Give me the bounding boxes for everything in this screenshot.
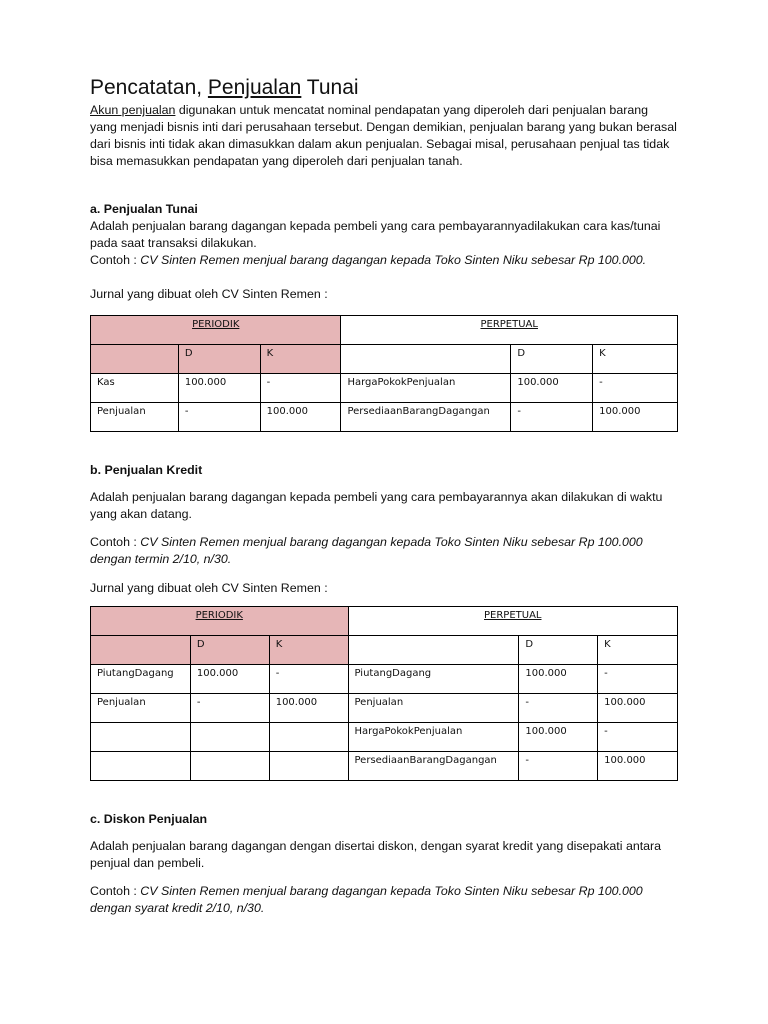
example-text: CV Sinten Remen menjual barang dagangan kepada Toko Sinten Niku sebesar Rp 100.000 dengan syarat kredit 2/10, n/30. (90, 884, 643, 915)
table-cell: 100.000 (269, 694, 348, 723)
table-cell (91, 752, 191, 781)
title-part: Tunai (301, 76, 359, 99)
perpetual-header: PERPETUAL (341, 316, 678, 345)
table-row (91, 694, 678, 723)
section-b-heading: b. Penjualan Kredit (90, 463, 203, 477)
debit-header: D (511, 345, 593, 374)
table-header-row (91, 316, 678, 345)
table-cell: PersediaanBarangDagangan (341, 403, 511, 432)
page-title (90, 76, 359, 100)
table-cell: Kas (91, 374, 179, 403)
debit-header: D (519, 636, 598, 665)
table-cell: Penjualan (348, 694, 519, 723)
credit-header: K (593, 345, 678, 374)
table-row (91, 665, 678, 694)
table-row (91, 403, 678, 432)
table-cell (91, 345, 179, 374)
table-cell: - (593, 374, 678, 403)
table-cell: 100.000 (190, 665, 269, 694)
table-cell: - (519, 694, 598, 723)
section-b-description: Adalah penjualan barang dagangan kepada pembeli yang cara pembayarannya akan dilakukan di waktu yang akan datang. (90, 490, 663, 521)
intro-paragraph (90, 102, 678, 170)
credit-header: K (260, 345, 341, 374)
table-cell (341, 345, 511, 374)
table-cell: 100.000 (598, 752, 678, 781)
example-text: CV Sinten Remen menjual barang dagangan kepada Toko Sinten Niku sebesar Rp 100.000. (140, 253, 647, 267)
intro-text: digunakan untuk mencatat nominal pendapatan yang diperoleh dari penjualan barang yang menjadi bisnis inti dari perusahaan tersebut. Dengan demikian, penjualan barang yang bukan berasal dari bisnis inti tidak akan dimasukkan dalam akun penjualan. Sebagai misal, perusahaan penjual tas tidak bisa memasukkan pendapatan yang diperoleh dari penjualan tanah. (90, 103, 677, 168)
table-cell: HargaPokokPenjualan (348, 723, 519, 752)
table-cell: - (260, 374, 341, 403)
intro-link[interactable]: Akun penjualan (90, 103, 176, 117)
section-c-example (90, 883, 678, 917)
table-cell: HargaPokokPenjualan (341, 374, 511, 403)
title-part: Pencatatan, (90, 76, 208, 99)
table-cell: PiutangDagang (91, 665, 191, 694)
example-text: CV Sinten Remen menjual barang dagangan kepada Toko Sinten Niku sebesar Rp 100.000 dengan termin 2/10, n/30. (90, 535, 643, 566)
table-cell: - (598, 665, 678, 694)
table-cell (269, 752, 348, 781)
table-cell (190, 723, 269, 752)
table-cell (190, 752, 269, 781)
table-subheader-row (91, 345, 678, 374)
table-row (91, 374, 678, 403)
section-a-journal-caption: Jurnal yang dibuat oleh CV Sinten Remen : (90, 287, 328, 301)
section-a-description: Adalah penjualan barang dagangan kepada pembeli yang cara pembayarannyadilakukan cara kas/tunai pada saat transaksi dilakukan. (90, 219, 661, 250)
table-cell (91, 723, 191, 752)
example-label: Contoh : (90, 884, 141, 898)
table-cell: - (178, 403, 260, 432)
table-cell: 100.000 (519, 665, 598, 694)
table-cell: Penjualan (91, 694, 191, 723)
perpetual-header: PERPETUAL (348, 607, 678, 636)
table-cell: 100.000 (178, 374, 260, 403)
table-cell: - (511, 403, 593, 432)
credit-header: K (269, 636, 348, 665)
table-header-row (91, 607, 678, 636)
example-label: Contoh : (90, 535, 141, 549)
section-c-heading: c. Diskon Penjualan (90, 812, 208, 826)
debit-header: D (190, 636, 269, 665)
table-cell: - (190, 694, 269, 723)
table-row (91, 723, 678, 752)
periodik-header: PERIODIK (91, 316, 341, 345)
table-cell: 100.000 (519, 723, 598, 752)
table-cell: - (519, 752, 598, 781)
section-b-journal-table (90, 606, 678, 781)
table-row (91, 752, 678, 781)
section-c-description: Adalah penjualan barang dagangan dengan disertai diskon, dengan syarat kredit yang disepakati antara penjual dan pembeli. (90, 839, 662, 870)
table-cell (269, 723, 348, 752)
example-label: Contoh : (90, 253, 141, 267)
table-cell (91, 636, 191, 665)
table-cell: 100.000 (598, 694, 678, 723)
title-underlined-part: Penjualan (207, 76, 302, 99)
table-cell: 100.000 (511, 374, 593, 403)
table-subheader-row (91, 636, 678, 665)
table-cell: 100.000 (593, 403, 678, 432)
table-cell: - (269, 665, 348, 694)
section-a-journal-table (90, 315, 678, 432)
periodik-header: PERIODIK (91, 607, 349, 636)
section-b-journal-caption: Jurnal yang dibuat oleh CV Sinten Remen : (90, 581, 328, 595)
section-a-heading: a. Penjualan Tunai (90, 202, 198, 216)
section-b-example (90, 534, 678, 568)
table-cell: PersediaanBarangDagangan (348, 752, 519, 781)
table-cell: - (598, 723, 678, 752)
table-cell: 100.000 (260, 403, 341, 432)
table-cell: PiutangDagang (348, 665, 519, 694)
table-cell (348, 636, 519, 665)
debit-header: D (178, 345, 260, 374)
section-a-example (90, 252, 678, 269)
credit-header: K (598, 636, 678, 665)
table-cell: Penjualan (91, 403, 179, 432)
